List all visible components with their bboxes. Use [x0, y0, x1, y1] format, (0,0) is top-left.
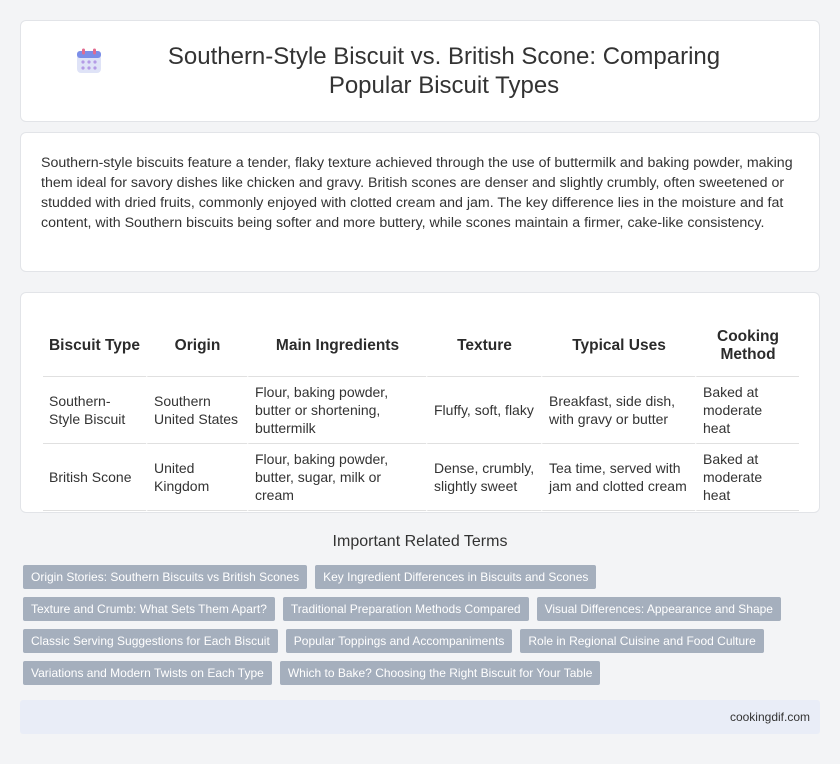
- header-main-ingredients: Main Ingredients: [247, 315, 426, 377]
- related-term-tag[interactable]: Role in Regional Cuisine and Food Culture: [520, 629, 763, 653]
- related-term-tag[interactable]: Variations and Modern Twists on Each Type: [23, 661, 272, 685]
- header-cooking-method: Cooking Method: [695, 315, 799, 377]
- table-cell: Flour, baking powder, butter, sugar, milk or cream: [247, 444, 426, 511]
- related-terms-title: Important Related Terms: [332, 533, 508, 550]
- table-row: [43, 377, 799, 444]
- tag-row: [23, 597, 823, 621]
- comparison-table: [43, 315, 799, 511]
- comparison-table-card: [20, 292, 820, 513]
- page-title: Southern-Style Biscuit vs. British Scone: Comparing Popular Biscuit Types: [167, 43, 721, 99]
- related-term-tag[interactable]: Texture and Crumb: What Sets Them Apart?: [23, 597, 275, 621]
- table-cell: Fluffy, soft, flaky: [426, 377, 541, 444]
- table-cell: Breakfast, side dish, with gravy or butter: [541, 377, 695, 444]
- table-cell: British Scone: [43, 444, 146, 511]
- header-typical-uses: Typical Uses: [541, 315, 695, 377]
- table-cell: Southern-Style Biscuit: [43, 377, 146, 444]
- intro-card: [20, 132, 820, 272]
- related-term-tag[interactable]: Key Ingredient Differences in Biscuits and Scones: [315, 565, 596, 589]
- related-term-tag[interactable]: Visual Differences: Appearance and Shape: [537, 597, 781, 621]
- table-cell: Tea time, served with jam and clotted cream: [541, 444, 695, 511]
- related-term-tag[interactable]: Which to Bake? Choosing the Right Biscuit for Your Table: [280, 661, 601, 685]
- table-cell: Dense, crumbly, slightly sweet: [426, 444, 541, 511]
- table-cell: Baked at moderate heat: [695, 444, 799, 511]
- footer-site-link[interactable]: cookingdif.com: [729, 710, 810, 724]
- related-terms-list: [23, 565, 823, 693]
- intro-paragraph: Southern-style biscuits feature a tender, flaky texture achieved through the use of buttermilk and baking powder, making them ideal for savory dishes like chicken and gravy. British scones are denser and slightly crumbly, often sweetened or studded with dried fruits, commonly enjoyed with clotted cream and jam. The key difference lies in the moisture and fat content, with Southern biscuits being softer and more buttery, while scones maintain a firmer, cake-like consistency.: [41, 155, 793, 231]
- header-origin: Origin: [146, 315, 247, 377]
- calendar-icon: [76, 48, 102, 74]
- tag-row: [23, 661, 823, 685]
- related-term-tag[interactable]: Origin Stories: Southern Biscuits vs British Scones: [23, 565, 307, 589]
- table-cell: Baked at moderate heat: [695, 377, 799, 444]
- table-header-row: [43, 315, 799, 377]
- related-term-tag[interactable]: Traditional Preparation Methods Compared: [283, 597, 529, 621]
- header-biscuit-type: Biscuit Type: [43, 315, 146, 377]
- header-card: [20, 20, 820, 122]
- table-cell: Southern United States: [146, 377, 247, 444]
- header-texture: Texture: [426, 315, 541, 377]
- table-row: [43, 444, 799, 511]
- table-cell: United Kingdom: [146, 444, 247, 511]
- related-term-tag[interactable]: Classic Serving Suggestions for Each Biscuit: [23, 629, 278, 653]
- footer: [20, 700, 820, 734]
- related-term-tag[interactable]: Popular Toppings and Accompaniments: [286, 629, 513, 653]
- table-cell: Flour, baking powder, butter or shortening, buttermilk: [247, 377, 426, 444]
- tag-row: [23, 629, 823, 653]
- tag-row: [23, 565, 823, 589]
